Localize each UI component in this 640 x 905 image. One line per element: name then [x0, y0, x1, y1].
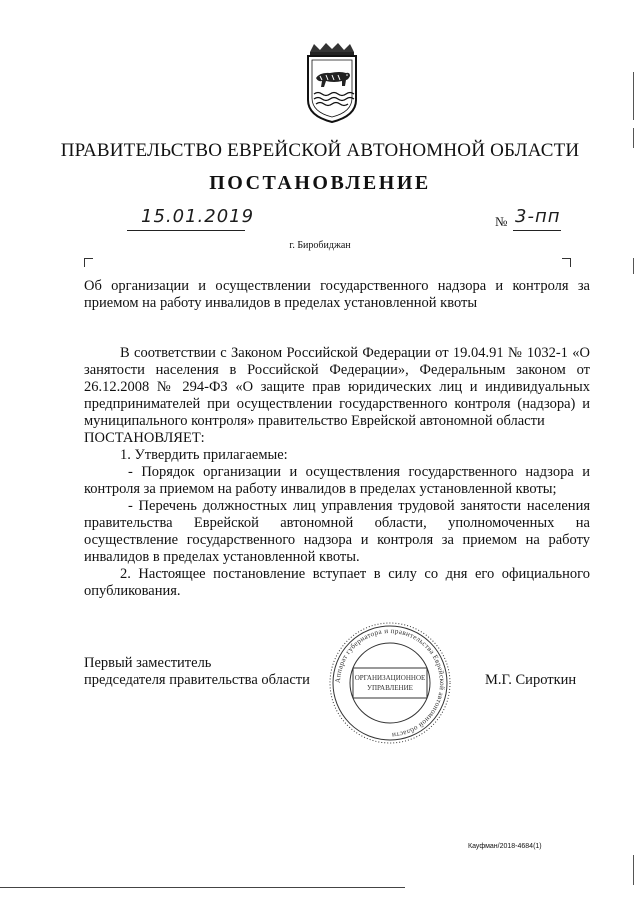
scan-edge-mark: [633, 72, 634, 120]
number-label: №: [495, 214, 508, 229]
jewish-autonomous-region-coat-of-arms-icon: [300, 42, 364, 124]
number-field: [513, 206, 561, 231]
stamp-ring-text: Аппарат губернатора и правительства Еврейской автономной области: [333, 626, 447, 740]
item-1-b: - Перечень должностных лиц управления трудовой занятости населения правительства Еврейской автономной области, уполномоченных на осуществление государственного надзора и контроля за приемом на работу инвалидов в пределах установленной квоты.: [84, 498, 590, 565]
resolves-heading: ПОСТАНОВЛЯЕТ:: [84, 430, 205, 446]
signatory-title: [84, 655, 310, 689]
item-1: 1. Утвердить прилагаемые:: [120, 447, 288, 463]
date-field: [127, 206, 255, 231]
scan-edge-mark: [633, 855, 634, 885]
scan-edge-mark: [633, 258, 634, 274]
item-1-a: - Порядок организации и осуществления государственного надзора и контроля за приемом на работу инвалидов в пределах установленной квоты;: [84, 464, 590, 497]
signatory-title-line-1: Первый заместитель: [84, 655, 212, 671]
signatory-name: М.Г. Сироткин: [485, 672, 577, 688]
document-number: 3-пп: [515, 206, 561, 227]
corner-mark-right: [562, 258, 571, 267]
footer-code: Кауфман/2018-4684(1): [468, 843, 542, 850]
svg-text:Аппарат губернатора и правител: [334, 627, 446, 739]
preamble: В соответствии с Законом Российской Федерации от 19.04.91 № 1032-1 «О занятости населения в Российской Федерации», Федеральным законом от 26.12.2008 № 294-ФЗ «О защите прав юридических лиц и индивидуальных предпринимателей при осуществлении государственного контроля (надзора) и муниципального контроля» правительство Еврейской автономной области: [84, 345, 590, 429]
item-2: 2. Настоящее постановление вступает в силу со дня его официального опубликования.: [84, 566, 590, 599]
stamp-center-line-1: ОРГАНИЗАЦИОННОЕ: [354, 674, 426, 682]
document-body: [84, 345, 590, 600]
official-stamp: [327, 620, 453, 746]
corner-mark-left: [84, 258, 93, 267]
organization-title: ПРАВИТЕЛЬСТВО ЕВРЕЙСКОЙ АВТОНОМНОЙ ОБЛАСТИ: [60, 140, 580, 161]
stamp-seal-icon: [327, 620, 453, 746]
document-subject: Об организации и осуществлении государственного надзора и контроля за приемом на работу инвалидов в пределах установленной квоты: [84, 278, 590, 311]
scan-edge-mark: [633, 128, 634, 148]
document-date: 15.01.2019: [141, 206, 255, 227]
city: г. Биробиджан: [289, 240, 351, 251]
signatory-title-line-2: председателя правительства области: [84, 672, 310, 688]
coat-of-arms: [300, 42, 364, 124]
document-type: ПОСТАНОВЛЕНИЕ: [209, 172, 431, 194]
bottom-divider: [0, 887, 405, 888]
stamp-center-line-2: УПРАВЛЕНИЕ: [367, 684, 413, 692]
